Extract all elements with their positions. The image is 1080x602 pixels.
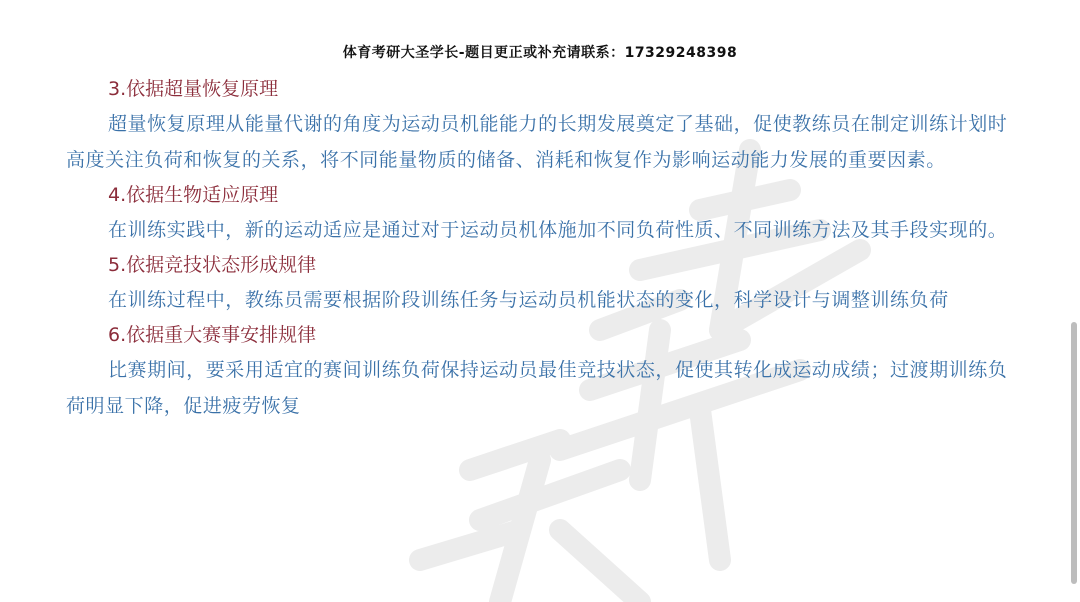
section-6: [66, 318, 1026, 424]
section-paragraph: 在训练实践中，新的运动适应是通过对于运动员机体施加不同负荷性质、不同训练方法及其手段实现的。: [108, 219, 1008, 241]
section-paragraph: 比赛期间，要采用适宜的赛间训练负荷保持运动员最佳竞技状态，促使其转化成运动成绩；过渡期训练负荷明显下降，促进疲劳恢复: [66, 359, 1008, 417]
section-heading: 5.依据竞技状态形成规律: [108, 254, 317, 276]
section-5: [66, 248, 1026, 318]
section-paragraph: 在训练过程中，教练员需要根据阶段训练任务与运动员机能状态的变化，科学设计与调整训练负荷: [108, 289, 949, 311]
section-3: [66, 72, 1026, 178]
section-heading: 4.依据生物适应原理: [108, 184, 279, 206]
section-4: [66, 178, 1026, 248]
section-paragraph: 超量恢复原理从能量代谢的角度为运动员机能能力的长期发展奠定了基础，促使教练员在制定训练计划时高度关注负荷和恢复的关系，将不同能量物质的储备、消耗和恢复作为影响运动能力发展的重要因素。: [66, 113, 1008, 171]
scrollbar-thumb[interactable]: [1071, 322, 1077, 584]
section-heading: 3.依据超量恢复原理: [108, 78, 279, 100]
section-heading: 6.依据重大赛事安排规律: [108, 324, 317, 346]
page-header: 体育考研大圣学长-题目更正或补充请联系：17329248398: [342, 45, 738, 61]
document-content: [66, 72, 1026, 424]
